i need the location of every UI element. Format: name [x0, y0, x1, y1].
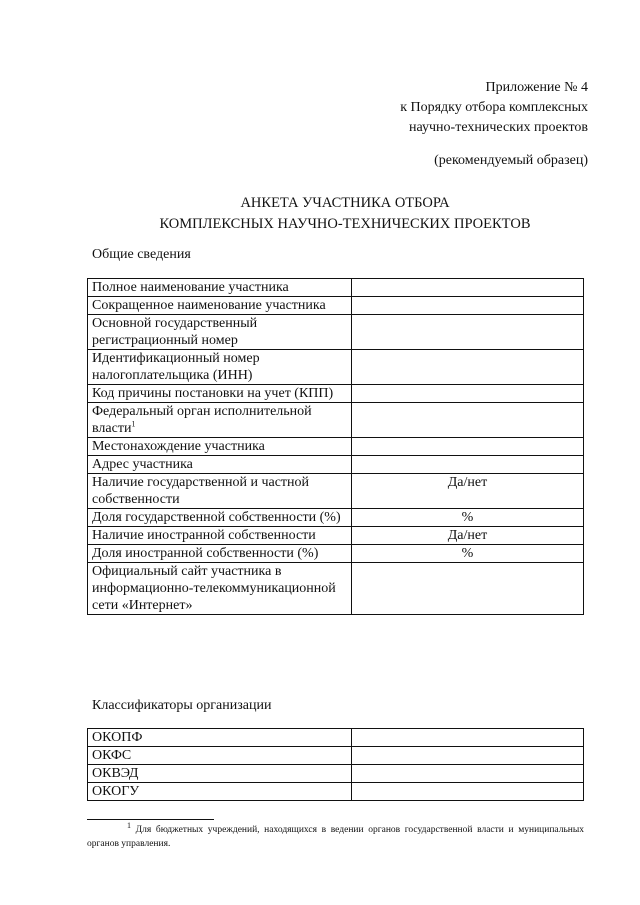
- row-value[interactable]: %: [352, 509, 584, 527]
- row-label: Официальный сайт участника в информационно-телекоммуникационной сети «Интернет»: [88, 563, 352, 615]
- row-value[interactable]: [352, 297, 584, 315]
- row-label: Сокращенное наименование участника: [88, 297, 352, 315]
- table-row: [88, 545, 584, 563]
- row-value[interactable]: [352, 783, 584, 801]
- row-label: Доля государственной собственности (%): [88, 509, 352, 527]
- classifiers-table: [87, 728, 584, 801]
- row-value[interactable]: [352, 765, 584, 783]
- table-row: [88, 297, 584, 315]
- row-value[interactable]: [352, 729, 584, 747]
- row-label: Полное наименование участника: [88, 279, 352, 297]
- document-title: [0, 193, 640, 235]
- general-info-table: [87, 278, 584, 615]
- row-label: Адрес участника: [88, 456, 352, 474]
- row-value[interactable]: [352, 350, 584, 385]
- table-row: [88, 563, 584, 615]
- table-row: [88, 509, 584, 527]
- table-row: [88, 783, 584, 801]
- footnote-text: Для бюджетных учреждений, находящихся в ведении органов государственной власти и муниципальных органов управления.: [87, 825, 584, 849]
- table-row: [88, 456, 584, 474]
- footnote-marker: 1: [127, 820, 131, 830]
- footnote: [87, 820, 584, 851]
- row-label: Наличие иностранной собственности: [88, 527, 352, 545]
- table-row: [88, 438, 584, 456]
- footnote-divider: [87, 819, 214, 820]
- table-row: [88, 279, 584, 297]
- table-row: [88, 385, 584, 403]
- appendix-line: научно-технических проектов: [409, 120, 588, 135]
- table-row: [88, 527, 584, 545]
- table-row: [88, 729, 584, 747]
- table-row: [88, 474, 584, 509]
- row-value[interactable]: [352, 315, 584, 350]
- row-value[interactable]: [352, 385, 584, 403]
- footnote-ref: 1: [131, 419, 136, 429]
- row-value[interactable]: %: [352, 545, 584, 563]
- row-label: Наличие государственной и частной собственности: [88, 474, 352, 509]
- classifiers-heading: Классификаторы организации: [92, 698, 272, 713]
- row-value[interactable]: [352, 438, 584, 456]
- row-label: Местонахождение участника: [88, 438, 352, 456]
- row-value[interactable]: [352, 747, 584, 765]
- table-row: [88, 350, 584, 385]
- table-row: [88, 765, 584, 783]
- row-value[interactable]: Да/нет: [352, 527, 584, 545]
- row-label: ОКОПФ: [88, 729, 352, 747]
- row-value[interactable]: [352, 563, 584, 615]
- appendix-line: к Порядку отбора комплексных: [400, 100, 588, 115]
- row-label: Код причины постановки на учет (КПП): [88, 385, 352, 403]
- row-value[interactable]: [352, 403, 584, 438]
- table-row: [88, 403, 584, 438]
- row-label: Основной государственный регистрационный номер: [88, 315, 352, 350]
- title-line: АНКЕТА УЧАСТНИКА ОТБОРА: [240, 195, 450, 211]
- row-value[interactable]: [352, 456, 584, 474]
- sample-note: (рекомендуемый образец): [434, 153, 588, 168]
- row-value[interactable]: [352, 279, 584, 297]
- appendix-line: Приложение № 4: [485, 80, 588, 95]
- table-row: [88, 315, 584, 350]
- row-value[interactable]: Да/нет: [352, 474, 584, 509]
- table-row: [88, 747, 584, 765]
- row-label: ОКОГУ: [88, 783, 352, 801]
- row-label: ОКФС: [88, 747, 352, 765]
- row-label-cell: [88, 403, 352, 438]
- general-info-heading: Общие сведения: [92, 247, 191, 262]
- row-label: Доля иностранной собственности (%): [88, 545, 352, 563]
- row-label: Федеральный орган исполнительной власти: [92, 404, 312, 436]
- row-label: Идентификационный номер налогоплательщика (ИНН): [88, 350, 352, 385]
- appendix-header: [400, 78, 588, 138]
- title-line: КОМПЛЕКСНЫХ НАУЧНО-ТЕХНИЧЕСКИХ ПРОЕКТОВ: [159, 216, 531, 232]
- row-label: ОКВЭД: [88, 765, 352, 783]
